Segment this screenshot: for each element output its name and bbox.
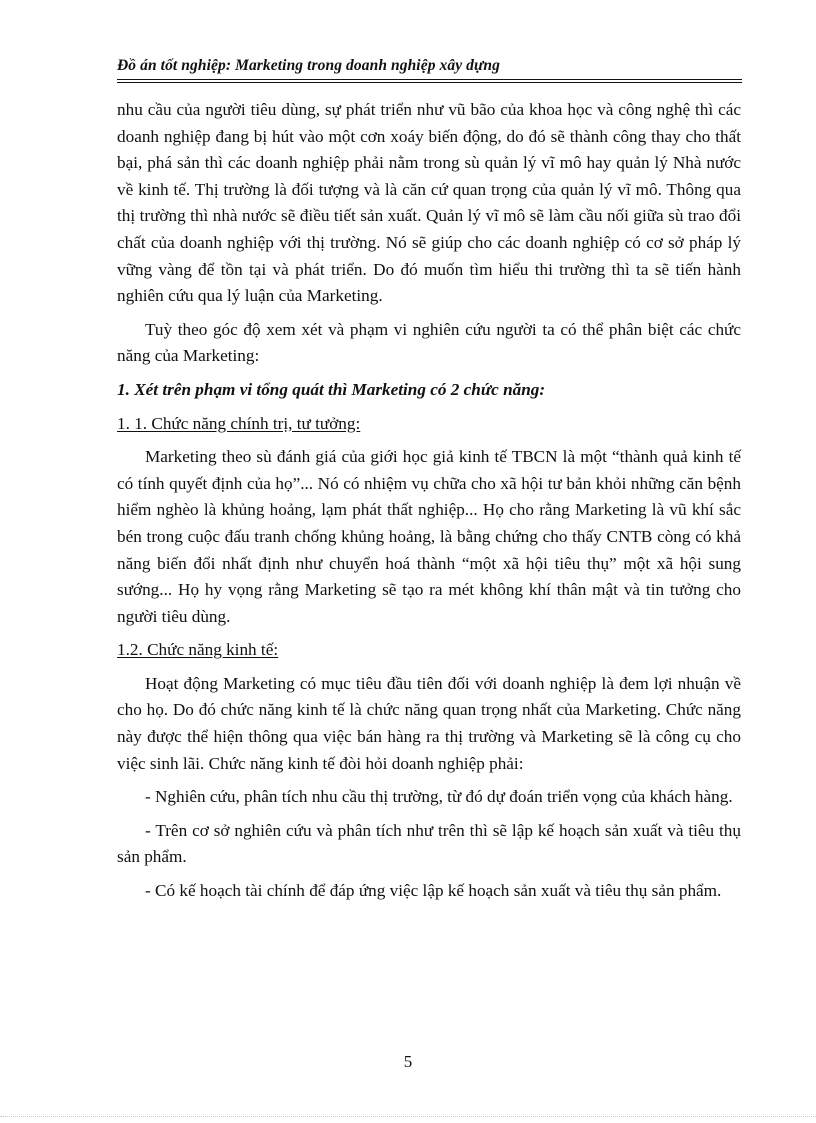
subsection-heading-1-1: 1. 1. Chức năng chính trị, tư tưởng: [117,413,361,433]
subsection-heading-1-2: 1.2. Chức năng kinh tế: [117,640,279,660]
paragraph-1: nhu cầu của người tiêu dùng, sự phát triển như vũ bão của khoa học và công nghệ thì các doanh nghiệp đang bị hút vào một cơn xoáy biến động, do đó sẽ thành công thay cho thất bại, phá sản thì các doanh nghiệp phải nằm trong sù quản lý vĩ mô hay quản lý Nhà nước về kinh tế. Thị trường là đối tượng và là căn cứ quan trọng của quản lý vĩ mô. Thông qua thị trường thì nhà nước sẽ điều tiết sản xuất. Quản lý vĩ mô sẽ làm cầu nối giữa sù trao đổi chất của doanh nghiệp với thị trường. Nó sẽ giúp cho các doanh nghiệp có cơ sở pháp lý vững vàng để tồn tại và phát triển. Do đó muốn tìm hiểu thi trường thì ta sẽ tiến hành nghiên cứu qua lý luận của Marketing. [117,100,741,306]
page-number: 5 [403,1052,413,1071]
header-rule [117,79,742,80]
paragraph-3: Marketing theo sù đánh giá của giới học giả kinh tế TBCN là một “thành quả kinh tế có tính quyết định của họ”... Nó có nhiệm vụ chữa cho xã hội tư bản khỏi những căn bệnh hiểm nghèo là khủng hoảng, lạm phát thất nghiệp... Họ cho rằng Marketing là vũ khí sắc bén trong cuộc đấu tranh chống khủng hoảng, là bằng chứng cho thấy CNTB còng có khả năng biến đổi nhất định như chuyển hoá thành “một xã hội tiêu thụ” một xã hội sung sướng... Họ hy vọng rằng Marketing sẽ tạo ra mét không khí thân mật và tin tưởng cho người tiêu dùng. [117,447,741,626]
section-heading-1: 1. Xét trên phạm vi tổng quát thì Marketing có 2 chức năng: [117,379,546,399]
page-header [117,55,742,83]
bullet-item-2: - Trên cơ sở nghiên cứu và phân tích như trên thì sẽ lập kế hoạch sản xuất và tiêu thụ sản phẩm. [117,820,741,867]
bullet-item-3: - Có kế hoạch tài chính để đáp ứng việc lập kế hoạch sản xuất và tiêu thụ sản phẩm. [145,881,722,901]
bullet-item-1: - Nghiên cứu, phân tích nhu cầu thị trường, từ đó dự đoán triển vọng của khách hàng. [145,787,733,807]
paragraph-2: Tuỳ theo góc độ xem xét và phạm vi nghiên cứu người ta có thể phân biệt các chức năng của Marketing: [117,319,741,366]
document-body [117,97,741,912]
paragraph-4: Hoạt động Marketing có mục tiêu đầu tiên đối với doanh nghiệp là đem lợi nhuận về cho họ. Do đó chức năng kinh tế là chức năng quan trọng nhất của Marketing. Chức năng này được thể hiện thông qua việc bán hàng ra thị trường và Marketing sẽ là công cụ cho việc sinh lãi. Chức năng kinh tế đòi hỏi doanh nghiệp phải: [117,673,741,773]
page-bottom-divider [0,1116,816,1117]
header-rule-thin [117,82,742,83]
header-title: Đồ án tốt nghiệp: Marketing trong doanh nghiệp xây dựng [117,57,500,74]
